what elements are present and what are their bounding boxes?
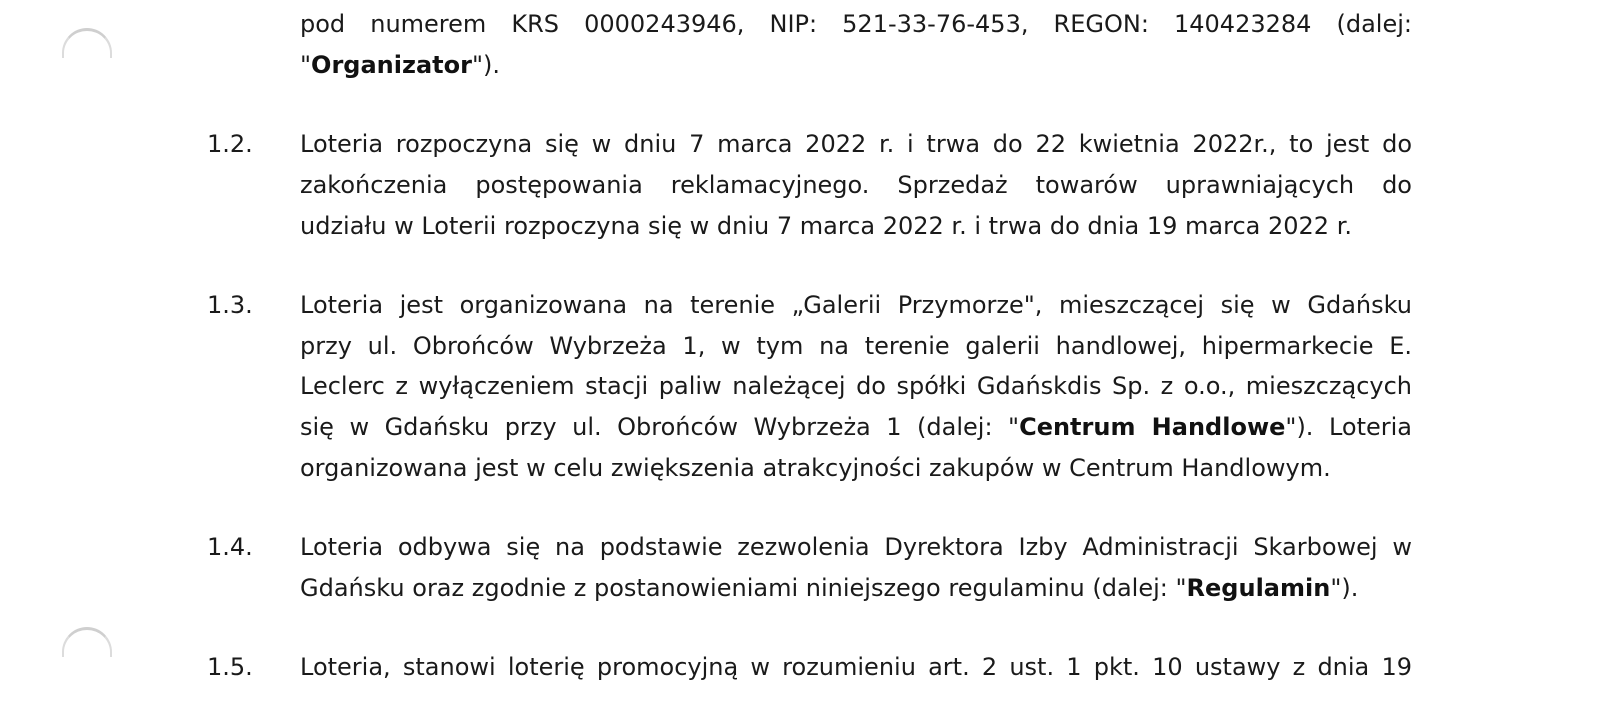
paragraph-line: pod numerem KRS 0000243946, NIP: 521-33-76-453, REGON: 140423284 (dalej:: [300, 10, 1412, 38]
paragraph-line: "Organizator").: [300, 51, 500, 79]
paragraph-line: udziału w Loterii rozpoczyna się w dniu 7 marca 2022 r. i trwa do dnia 19 marca 2022 r.: [300, 212, 1352, 240]
paragraph-line: Gdańsku oraz zgodnie z postanowieniami niniejszego regulaminu (dalej: "Regulamin").: [300, 574, 1359, 602]
paragraph-line: Leclerc z wyłączeniem stacji paliw należącej do spółki Gdańskdis Sp. z o.o., mieszczących: [300, 372, 1412, 400]
paragraph-line: się w Gdańsku przy ul. Obrońców Wybrzeża 1 (dalej: "Centrum Handlowe"). Loteria: [300, 413, 1412, 441]
paragraph-line: organizowana jest w celu zwiększenia atrakcyjności zakupów w Centrum Handlowym.: [300, 454, 1331, 482]
paragraph-line: przy ul. Obrońców Wybrzeża 1, w tym na terenie galerii handlowej, hipermarkecie E.: [300, 332, 1412, 360]
paragraph-line: Loteria jest organizowana na terenie „Galerii Przymorze", mieszczącej się w Gdańsku: [300, 291, 1412, 319]
defined-term: Centrum Handlowe: [1019, 413, 1286, 441]
section-number: 1.4.: [207, 533, 253, 561]
paragraph-line: Loteria, stanowi loterię promocyjną w rozumieniu art. 2 ust. 1 pkt. 10 ustawy z dnia 19: [300, 653, 1412, 681]
binder-hole-mark: [62, 627, 112, 657]
paragraph-line: zakończenia postępowania reklamacyjnego. Sprzedaż towarów uprawniających do: [300, 171, 1412, 199]
section-number: 1.2.: [207, 130, 253, 158]
defined-term: Organizator: [311, 51, 472, 79]
section-number: 1.5.: [207, 653, 253, 681]
paragraph-line: Loteria odbywa się na podstawie zezwolenia Dyrektora Izby Administracji Skarbowej w: [300, 533, 1412, 561]
section-number: 1.3.: [207, 291, 253, 319]
binder-hole-mark: [62, 28, 112, 58]
paragraph-line: Loteria rozpoczyna się w dniu 7 marca 2022 r. i trwa do 22 kwietnia 2022r., to jest do: [300, 130, 1412, 158]
defined-term: Regulamin: [1186, 574, 1331, 602]
